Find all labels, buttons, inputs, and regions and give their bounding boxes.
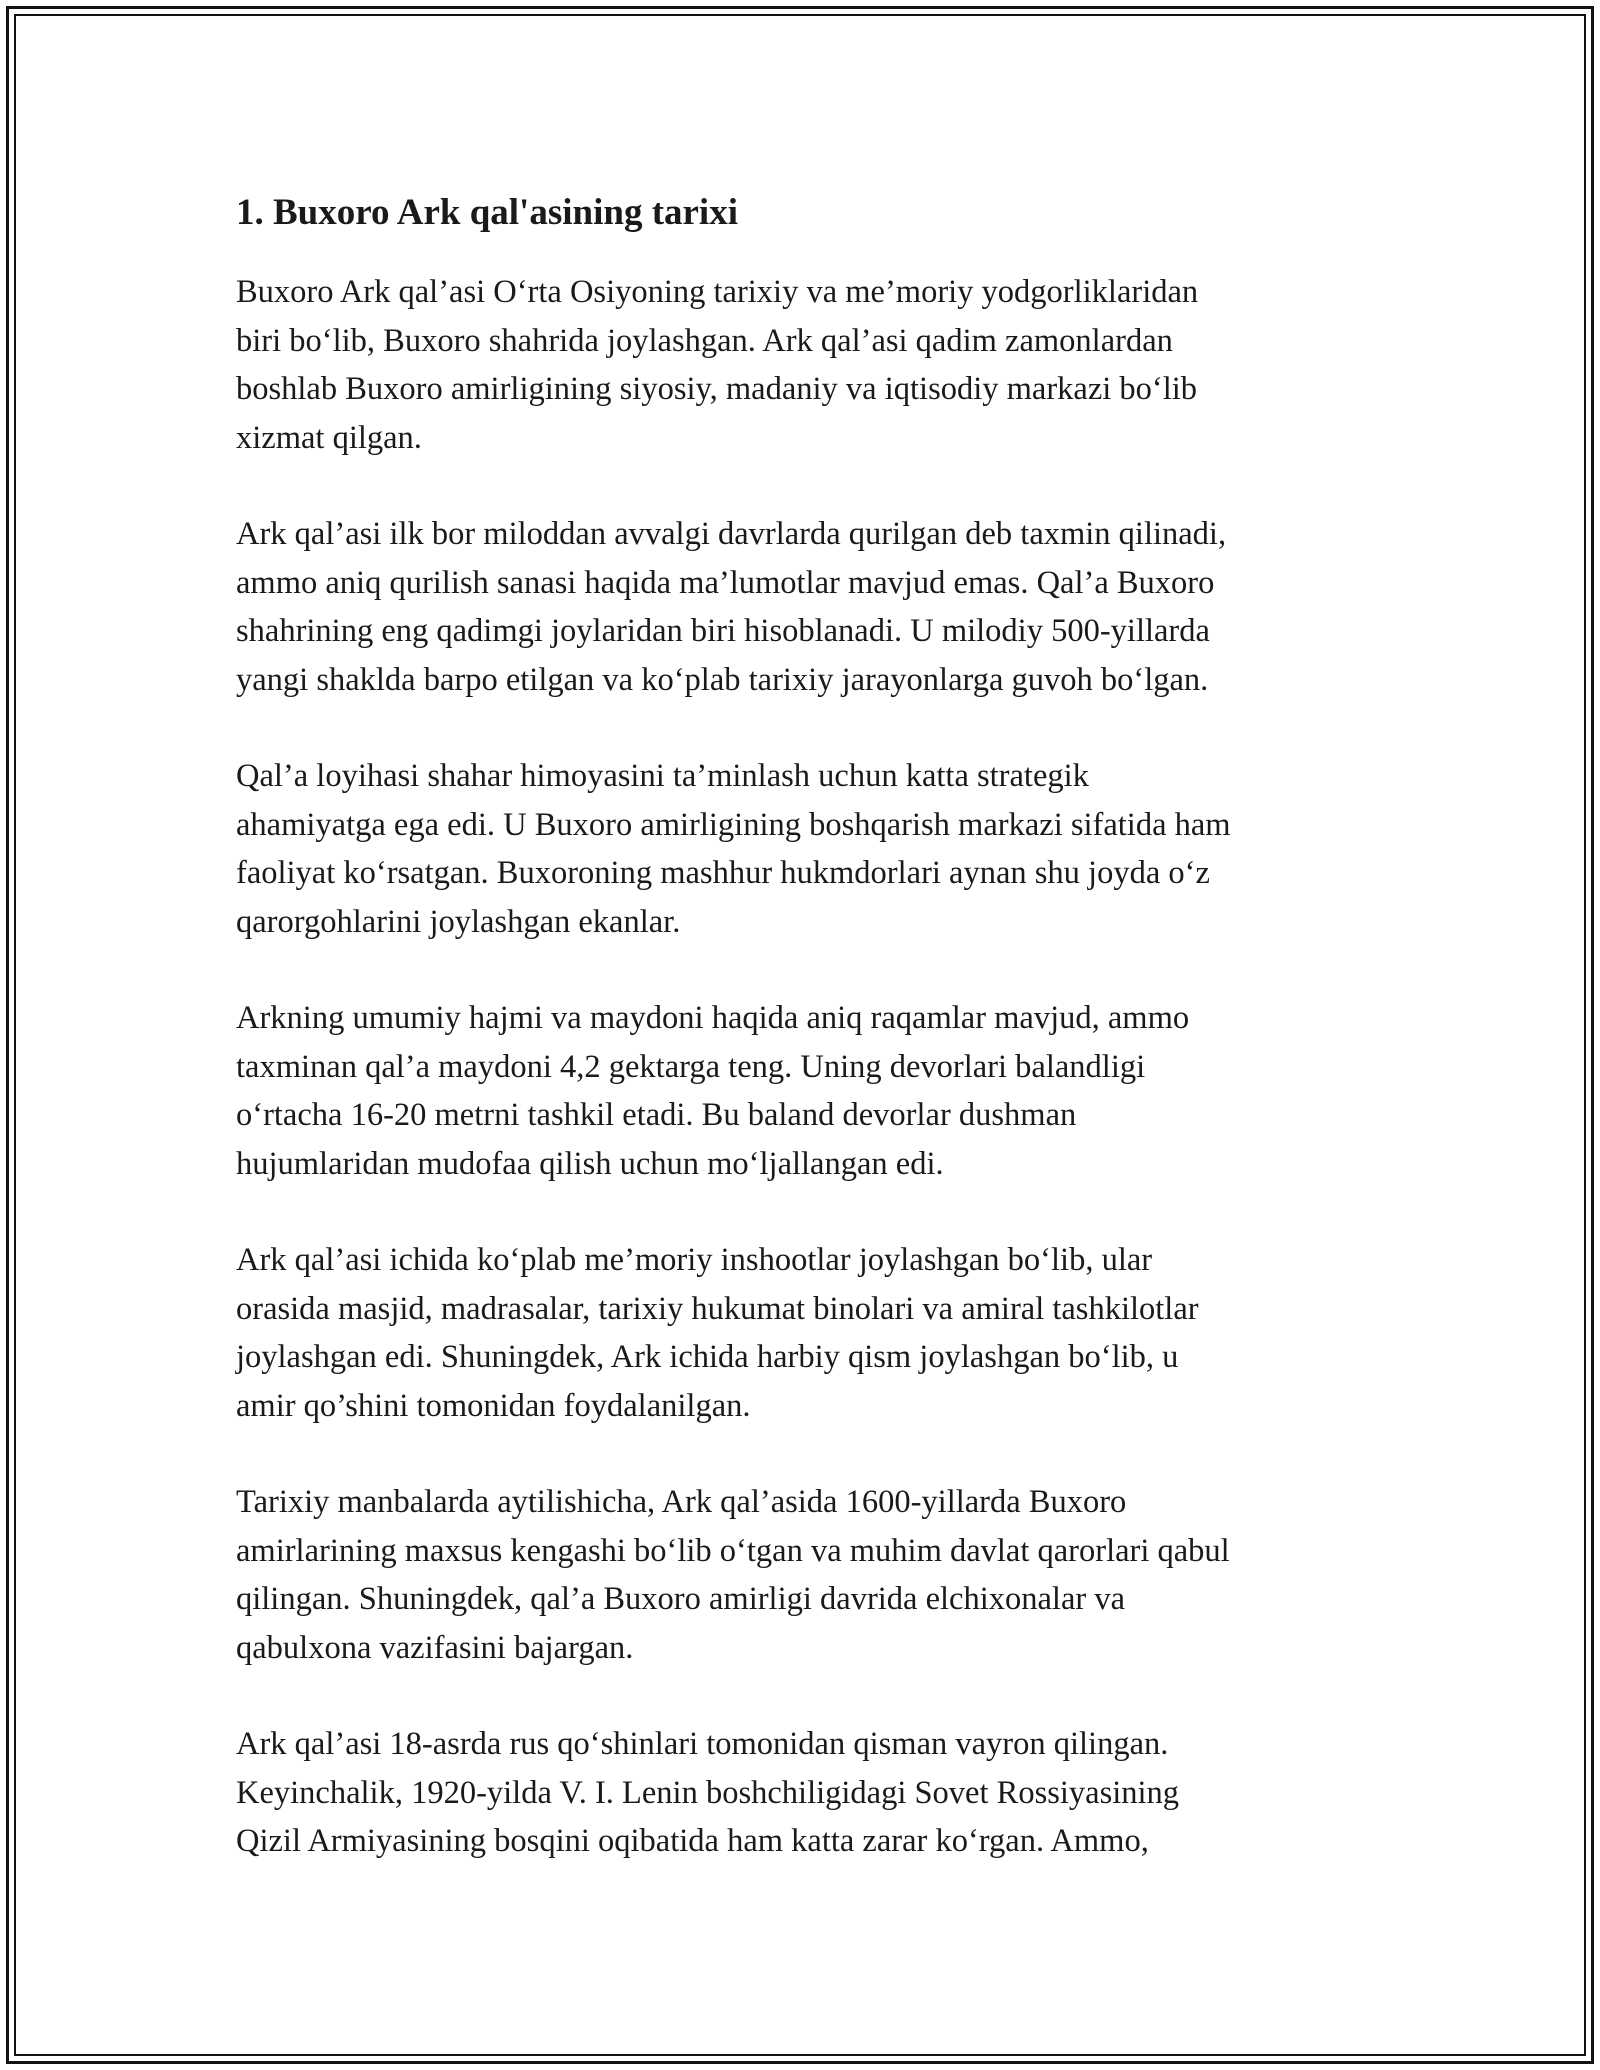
paragraph-3 — [236, 752, 1366, 946]
text-line: Keyinchalik, 1920-yilda V. I. Lenin boshchiligidagi Sovet Rossiyasining — [236, 1774, 1180, 1811]
paragraph-2 — [236, 510, 1366, 704]
text-line: o‘rtacha 16-20 metrni tashkil etadi. Bu baland devorlar dushman — [236, 1097, 1077, 1133]
text-line: Qal’a loyihasi shahar himoyasini ta’minlash uchun katta strategik — [236, 758, 1089, 794]
text-line: faoliyat ko‘rsatgan. Buxoroning mashhur hukmdorlari aynan shu joyda o‘z — [236, 855, 1210, 891]
text-line: Buxoro Ark qal’asi O‘rta Osiyoning tarixiy va me’moriy yodgorliklaridan — [236, 274, 1199, 310]
text-line: taxminan qal’a maydoni 4,2 gektarga teng. Uning devorlari balandligi — [236, 1048, 1146, 1085]
document-body — [236, 184, 1366, 1914]
text-line: hujumlaridan mudofaa qilish uchun mo‘ljallangan edi. — [236, 1145, 944, 1182]
paragraph-1 — [236, 268, 1366, 462]
text-line: Arkning umumiy hajmi va maydoni haqida aniq raqamlar mavjud, ammo — [236, 1000, 1190, 1036]
text-line: shahrining eng qadimgi joylaridan biri hisoblanadi. U milodiy 500-yillarda — [236, 613, 1210, 649]
text-line: amirlarining maxsus kengashi bo‘lib o‘tgan va muhim davlat qarorlari qabul — [236, 1532, 1230, 1569]
paragraph-5 — [236, 1236, 1366, 1430]
text-line: Qizil Armiyasining bosqini oqibatida ham katta zarar ko‘rgan. Ammo, — [236, 1823, 1149, 1859]
text-line: joylashgan edi. Shuningdek, Ark ichida harbiy qism joylashgan bo‘lib, u — [236, 1339, 1179, 1375]
text-line: ammo aniq qurilish sanasi haqida ma’lumotlar mavjud emas. Qal’a Buxoro — [236, 564, 1215, 601]
paragraph-6 — [236, 1478, 1366, 1672]
text-line: yangi shaklda barpo etilgan va ko‘plab tarixiy jarayonlarga guvoh bo‘lgan. — [236, 661, 1209, 698]
text-line: qabulxona vazifasini bajargan. — [236, 1629, 634, 1666]
text-line: xizmat qilgan. — [236, 419, 422, 456]
text-line: orasida masjid, madrasalar, tarixiy hukumat binolari va amiral tashkilotlar — [236, 1290, 1199, 1327]
text-line: amir qo’shini tomonidan foydalanilgan. — [236, 1387, 751, 1424]
paragraph-7 — [236, 1720, 1366, 1866]
paragraph-4 — [236, 994, 1366, 1188]
text-line: Tarixiy manbalarda aytilishicha, Ark qal’asida 1600-yillarda Buxoro — [236, 1484, 1127, 1520]
text-line: qilingan. Shuningdek, qal’a Buxoro amirligi davrida elchixonalar va — [236, 1581, 1126, 1617]
text-line: qarorgohlarini joylashgan ekanlar. — [236, 903, 681, 940]
text-line: Ark qal’asi ichida ko‘plab me’moriy inshootlar joylashgan bo‘lib, ular — [236, 1242, 1153, 1278]
document-title: 1. Buxoro Ark qal'asining tarixi — [236, 192, 738, 233]
text-line: Ark qal’asi ilk bor miloddan avvalgi davrlarda qurilgan deb taxmin qilinadi, — [236, 516, 1227, 552]
text-line: biri bo‘lib, Buxoro shahrida joylashgan. Ark qal’asi qadim zamonlardan — [236, 322, 1173, 359]
text-line: Ark qal’asi 18-asrda rus qo‘shinlari tomonidan qisman vayron qilingan. — [236, 1726, 1169, 1762]
text-line: boshlab Buxoro amirligining siyosiy, madaniy va iqtisodiy markazi bo‘lib — [236, 371, 1198, 407]
text-line: ahamiyatga ega edi. U Buxoro amirligining boshqarish markazi sifatida ham — [236, 806, 1231, 843]
